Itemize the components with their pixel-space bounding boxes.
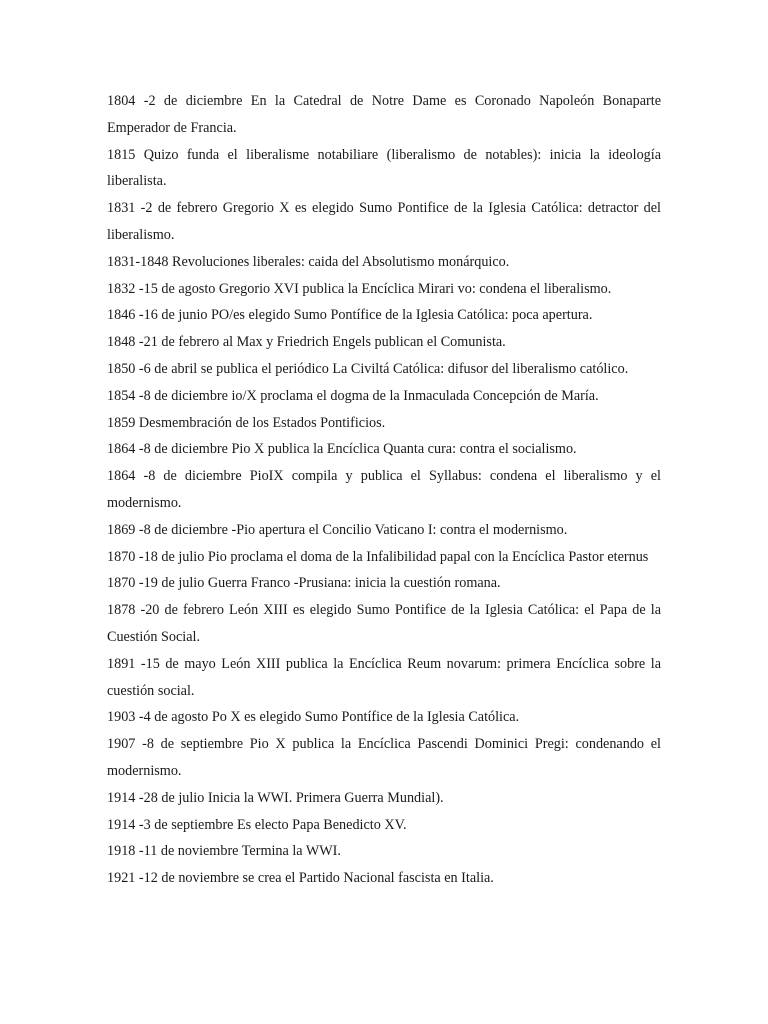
timeline-entry: 1864 -8 de diciembre Pio X publica la Encíclica Quanta cura: contra el socialismo.	[107, 441, 577, 458]
timeline-entry: 1832 -15 de agosto Gregorio XVI publica la Encíclica Mirari vo: condena el liberalismo.	[107, 280, 612, 297]
timeline-entry: 1907 -8 de septiembre Pio X publica la Encíclica Pascendi Dominici Pregi: condenando el modernismo.	[107, 736, 661, 779]
timeline-entry: 1918 -11 de noviembre Termina la WWI.	[107, 843, 341, 860]
timeline-entry: 1914 -28 de julio Inicia la WWI. Primera Guerra Mundial).	[107, 789, 444, 806]
timeline-entry: 1850 -6 de abril se publica el periódico La Civiltá Católica: difusor del liberalismo católico.	[107, 360, 629, 377]
timeline-entry: 1869 -8 de diciembre -Pio apertura el Concilio Vaticano I: contra el modernismo.	[107, 521, 568, 538]
timeline-entry: 1854 -8 de diciembre io/X proclama el dogma de la Inmaculada Concepción de María.	[107, 387, 599, 404]
timeline-entry: 1831 -2 de febrero Gregorio X es elegido Sumo Pontifice de la Iglesia Católica: detractor del liberalismo.	[107, 200, 661, 243]
timeline-entry: 1804 -2 de diciembre En la Catedral de Notre Dame es Coronado Napoleón Bonaparte Emperador de Francia.	[107, 93, 661, 136]
timeline-entry: 1921 -12 de noviembre se crea el Partido Nacional fascista en Italia.	[107, 870, 494, 887]
timeline-entry: 1914 -3 de septiembre Es electo Papa Benedicto XV.	[107, 816, 407, 833]
timeline-entry: 1859 Desmembración de los Estados Pontificios.	[107, 414, 386, 431]
timeline-entry: 1891 -15 de mayo León XIII publica la Encíclica Reum novarum: primera Encíclica sobre la cuestión social.	[107, 655, 661, 699]
timeline-entry: 1831-1848 Revoluciones liberales: caida del Absolutismo monárquico.	[107, 253, 510, 270]
timeline-entry: 1846 -16 de junio PO/es elegido Sumo Pontífice de la Iglesia Católica: poca apertura.	[107, 307, 593, 324]
timeline-entry: 1864 -8 de diciembre PioIX compila y publica el Syllabus: condena el liberalismo y el modernismo.	[107, 468, 661, 511]
timeline-entry: 1815 Quizo funda el liberalisme notabiliare (liberalismo de notables): inicia la ideología liberalista.	[107, 146, 661, 190]
document-page	[107, 88, 661, 892]
timeline-entry: 1870 -19 de julio Guerra Franco -Prusiana: inicia la cuestión romana.	[107, 575, 501, 592]
timeline-entry: 1878 -20 de febrero León XIII es elegido Sumo Pontifice de la Iglesia Católica: el Papa de la Cuestión Social.	[107, 602, 661, 645]
timeline-entry: 1870 -18 de julio Pio proclama el doma de la Infalibilidad papal con la Encíclica Pastor eternus	[107, 548, 649, 565]
timeline-entry: 1903 -4 de agosto Po X es elegido Sumo Pontífice de la Iglesia Católica.	[107, 709, 520, 726]
timeline-entry: 1848 -21 de febrero al Max y Friedrich Engels publican el Comunista.	[107, 334, 506, 351]
